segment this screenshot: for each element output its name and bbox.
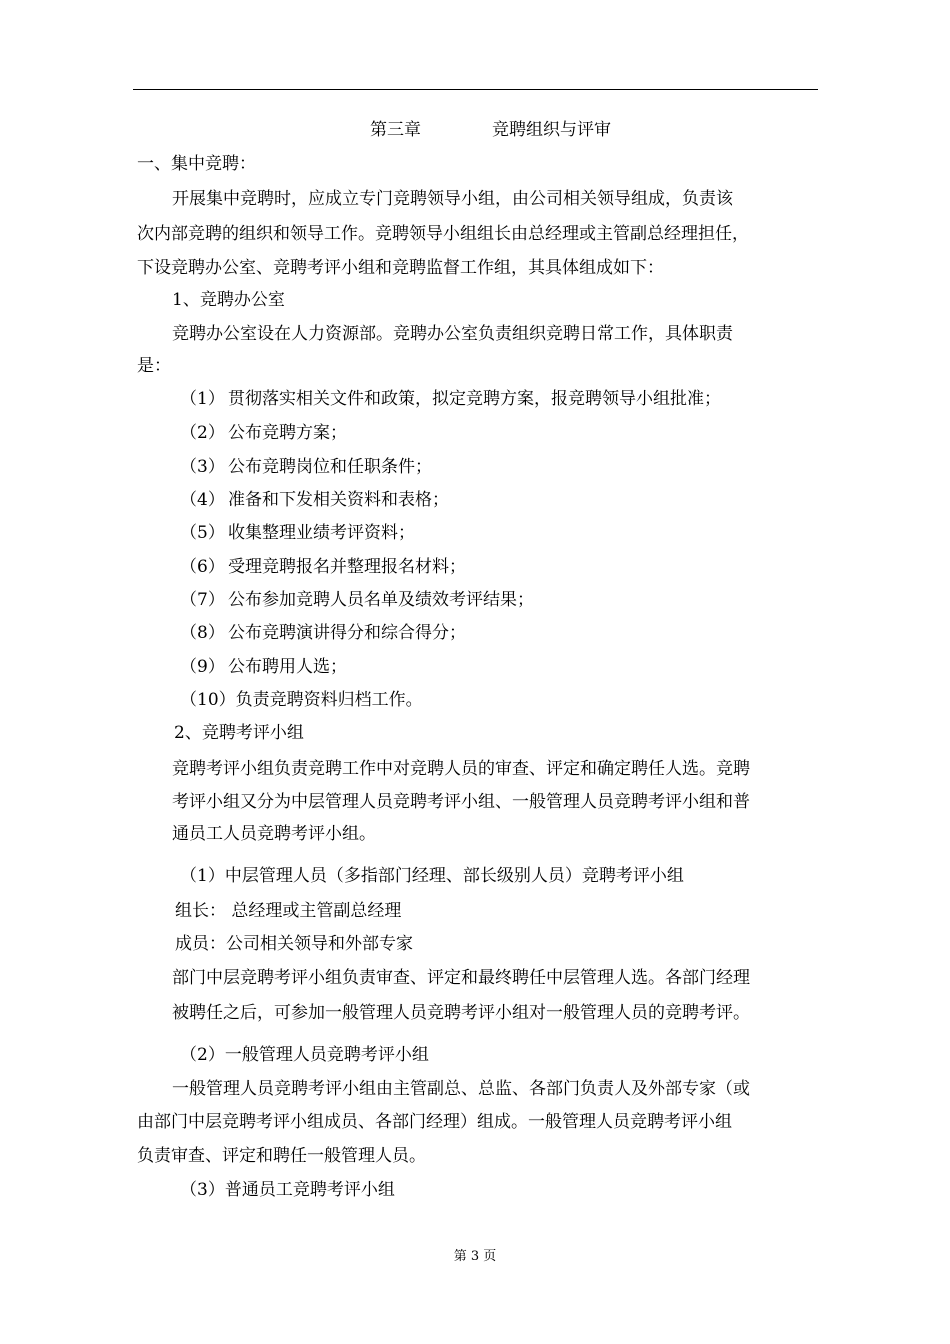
middle-committee-leader: 组长： 总经理或主管副总经理 [175,901,402,921]
intro-line-2: 次内部竞聘的组织和领导工作。竞聘领导小组组长由总经理或主管副总经理担任， [137,224,749,244]
duty-text: 公布聘用人选； [228,657,347,677]
duty-num: （6） [180,557,225,577]
duty-num: （10） [180,690,236,710]
duty-text: 公布竞聘方案； [228,423,347,443]
duty-num: （5） [180,523,225,543]
intro-line-1: 开展集中竞聘时，应成立专门竞聘领导小组，由公司相关领导组成，负责该 [172,189,733,209]
intro-line-3: 下设竞聘办公室、竞聘考评小组和竞聘监督工作组，其具体组成如下： [137,258,664,278]
general-committee-heading: （2）一般管理人员竞聘考评小组 [180,1045,429,1065]
duty-text: 受理竞聘报名并整理报名材料； [228,557,466,577]
duty-text: 贯彻落实相关文件和政策，拟定竞聘方案，报竞聘领导小组批准； [228,389,721,409]
duty-text: 准备和下发相关资料和表格； [228,490,449,510]
general-committee-desc-line-1: 一般管理人员竞聘考评小组由主管副总、总监、各部门负责人及外部专家（或 [172,1079,750,1099]
office-heading: 1、竞聘办公室 [172,290,285,310]
duty-text: 负责竞聘资料归档工作。 [235,690,423,710]
duty-num: （3） [180,457,225,477]
office-desc-line-1: 竞聘办公室设在人力资源部。竞聘办公室负责组织竞聘日常工作，具体职责 [172,324,733,344]
middle-committee-members: 成员：公司相关领导和外部专家 [175,934,413,954]
duty-item-3 [180,455,432,479]
committee-desc-line-1: 竞聘考评小组负责竞聘工作中对竞聘人员的审查、评定和确定聘任人选。竞聘 [172,759,750,779]
duty-item-6 [180,555,466,579]
duty-item-5 [180,521,415,545]
middle-committee-desc-line-2: 被聘任之后，可参加一般管理人员竞聘考评小组对一般管理人员的竞聘考评。 [172,1003,750,1023]
middle-committee-desc-line-1: 部门中层竞聘考评小组负责审查、评定和最终聘任中层管理人选。各部门经理 [172,968,750,988]
duty-item-1 [180,387,721,411]
duty-num: （8） [180,623,225,643]
duty-item-10 [180,688,423,712]
section-heading: 一、集中竞聘： [137,154,256,174]
chapter-name: 竞聘组织与评审 [492,120,611,140]
duty-text: 公布竞聘演讲得分和综合得分； [228,623,466,643]
committee-desc-line-3: 通员工人员竞聘考评小组。 [172,824,376,844]
duty-item-9 [180,655,347,679]
duty-num: （7） [180,590,225,610]
office-desc-line-2: 是： [137,356,171,376]
staff-committee-heading: （3）普通员工竞聘考评小组 [180,1180,395,1200]
header-rule [133,89,818,90]
duty-item-2 [180,421,347,445]
duty-num: （4） [180,490,225,510]
duty-text: 收集整理业绩考评资料； [228,523,415,543]
committee-desc-line-2: 考评小组又分为中层管理人员竞聘考评小组、一般管理人员竞聘考评小组和普 [172,792,750,812]
committee-heading: 2、竞聘考评小组 [174,723,304,743]
general-committee-desc-line-2: 由部门中层竞聘考评小组成员、各部门经理）组成。一般管理人员竞聘考评小组 [137,1112,732,1132]
general-committee-desc-line-3: 负责审查、评定和聘任一般管理人员。 [137,1146,426,1166]
duty-num: （9） [180,657,225,677]
duty-text: 公布竞聘岗位和任职条件； [228,457,432,477]
chapter-label: 第三章 [370,120,421,140]
duty-text: 公布参加竞聘人员名单及绩效考评结果； [228,590,534,610]
page-number: 第 3 页 [453,1249,497,1264]
middle-committee-heading: （1）中层管理人员（多指部门经理、部长级别人员）竞聘考评小组 [180,866,684,886]
duty-num: （2） [180,423,225,443]
duty-item-4 [180,488,449,512]
duty-item-7 [180,588,534,612]
duty-item-8 [180,621,466,645]
duty-num: （1） [180,389,225,409]
